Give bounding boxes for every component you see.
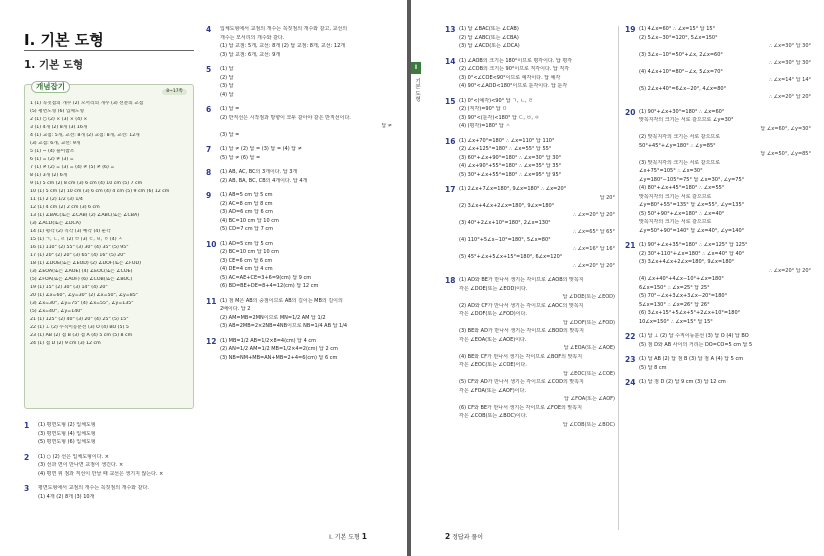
concept-answer-line: 14 (1) 평각 (2) 직각 (3) 예각 (4) 둔각	[30, 229, 111, 234]
solution-line: (2) 3∠x+4∠x+2∠x=180°, 9∠x=180°	[459, 203, 555, 209]
chapter-title: I. 기본 도형	[24, 31, 104, 49]
solution-line: (1) 4개 (2) 8개 (3) 10개	[38, 493, 95, 500]
concept-answer-line: 17 (1) 20° (2) 20° (3) 65° (4) 16° (5) 20°	[30, 253, 126, 258]
problem-number: 19	[625, 25, 636, 34]
solution-line: (4) (평각)=180° 답 ㅅ	[459, 123, 511, 129]
concept-box-page-tag: 8~17쪽	[162, 89, 187, 95]
solution-line: (4) BE와 CF가 만나서 생기는 각이므로 ∠BOF의 맞꼭지	[459, 353, 583, 360]
solution-line: 각은 ∠EOA(또는 ∠AOE)이다.	[459, 336, 527, 343]
problem-19	[625, 26, 811, 103]
solution-line: (3) 선과 면이 만나면 교점이 생긴다. ×	[38, 462, 124, 468]
solution-line: (4) ∠x+90°+55°=180° ∴ ∠x=35° 답 35°	[459, 163, 562, 169]
solution-line: (2) AB, BA, BC, CB의 4개이다. 답 4개	[220, 177, 308, 184]
concept-answer-line: 21 (1) 125° (2) 40° (3) 20° (4) 25° (5) 15°	[30, 317, 129, 322]
right-page	[411, 0, 824, 556]
right-column-2	[625, 26, 811, 394]
left-column-2	[206, 26, 392, 369]
column-divider	[618, 26, 619, 530]
solution-line: (1) 답	[220, 66, 234, 72]
solution-line: (5) AC=AE+CE=3+6=9(cm) 답 9 cm	[220, 274, 312, 281]
problem-number: 20	[625, 107, 636, 117]
concept-answer-line: (3) ∠EOA(또는 ∠AOE) (4) ∠EOC(또는 ∠COE)	[30, 269, 133, 274]
solution-line: (1) AD와 BE가 만나서 생기는 각이므로 ∠AOB의 맞꼭지	[459, 277, 584, 283]
problem-23	[625, 356, 811, 373]
solution-line: (2) (직각)=90° 답 ㅁ	[459, 106, 508, 112]
problem-number: 5	[206, 65, 212, 74]
concept-answer-line: 16 (1) 110° (2) 55° (3) 30° (4) 35° (5) 95°	[30, 245, 129, 250]
concept-answer-line: 20 (1) ∠x=60°, ∠y=30° (2) ∠x=50°, ∠y=85°	[30, 293, 139, 298]
solution-line: (2) AN=1/2 AM=1/2 MB=1/2×4=2(cm) 답 2 cm	[220, 346, 338, 352]
problem-number: 24	[625, 378, 636, 387]
solution-line: (2) ∠COB의 크기는 90°이므로 직각이다. 답 직각	[459, 66, 570, 72]
solution-line: 각은 ∠DOF(또는 ∠FOD)이다.	[459, 311, 527, 317]
solution-line: (1) 답 교점: 5개, 교선: 8개 (2) 답 교점: 8개, 교선: 12개	[220, 43, 346, 49]
problem-number: 2	[24, 452, 30, 462]
problem-number: 21	[625, 241, 636, 250]
problem-11	[206, 298, 392, 332]
problem-15	[445, 98, 615, 132]
concept-answer-line: 4 (1) 교점: 5개, 교선: 8개 (2) 교점: 8개, 교선: 12개	[30, 133, 140, 138]
solution-line: (3) 0°<∠COE<90°이므로 예각이다. 답 예각	[459, 74, 561, 81]
left-footer	[329, 532, 367, 542]
concept-answer-line: 13 (1) ∠BAC(또는 ∠CAB) (2) ∠ABC(또는 ∠CBA)	[30, 213, 140, 218]
solution-line: (3) 답 ∠ACD(또는 ∠DCA)	[459, 43, 520, 49]
concept-answer-line: 5 (1) ~ (4) 풀이참조	[30, 149, 75, 154]
solution-line: (1) 90°+∠x+30°=180° ∴ ∠x=60°	[639, 108, 725, 115]
problem-13	[445, 26, 615, 52]
concept-answer-line: 24 (1) 점 D (2) 9 cm (3) 12 cm	[30, 341, 101, 346]
problem-number: 22	[625, 332, 636, 341]
solution-line: (3) 답 =	[220, 131, 240, 138]
solution-line: (2) 30°+110°+∠x=180° ∴ ∠x=40° 답 40°	[639, 250, 745, 257]
solution-line: ∠y=50°+90°=140° 답 ∠x=40°, ∠y=140°	[639, 227, 745, 234]
concept-answer-line: 12 (1) 4 cm (2) 2 cm (3) 6 cm	[30, 205, 100, 210]
solution-line: 답 20°	[599, 194, 615, 201]
problem-number: 16	[445, 136, 456, 146]
right-footer	[445, 532, 483, 542]
solution-line: (4) 4∠x+10°=80°−∠x, 5∠x=70°	[639, 68, 723, 75]
problem-10	[206, 241, 392, 292]
solution-line: (3) 3∠x−10°=50°+∠x, 2∠x=60°	[639, 51, 723, 58]
solution-line: 50°+45°+∠y=180° ∴ ∠y=85°	[639, 142, 716, 149]
solution-line: (4) ∠x+40°+4∠x−10°+∠x=180°	[639, 276, 724, 282]
solution-line: ∴ ∠x=20° 답 20°	[768, 267, 811, 274]
concept-answer-line: (5) ∠FOA(또는 ∠AOF) (6) ∠COB(또는 ∠BOC)	[30, 277, 133, 282]
solution-line: (3) 90°<(둔각)<180° 답 ㄷ, ㅂ, ㅇ	[459, 114, 540, 121]
problem-number: 10	[206, 239, 217, 249]
concept-box-lines	[30, 101, 189, 349]
solution-line: (5) 점 D와 AB 사이의 거리는 DO=CO=5 cm 답 5	[639, 341, 753, 348]
concept-answer-line: 2 (1) ○ (2) × (3) × (4) ×	[30, 117, 88, 122]
solution-line: (2) BC=10 cm 답 10 cm	[220, 249, 279, 255]
solution-line: (2) 5∠x−30°=120°, 5∠x=150°	[639, 34, 718, 41]
problem-17	[445, 186, 615, 271]
problem-24	[625, 379, 811, 388]
solution-line: (5) CD=7 cm 답 7 cm	[220, 226, 273, 232]
solution-line: 평면도형에서 교점의 개수는 꼭짓점의 개수와 같다.	[38, 485, 149, 491]
left-footer-label: I. 기본 도형	[329, 533, 360, 541]
solution-line: ∠x+75°=105° ∴ ∠x=30°	[639, 168, 703, 174]
problem-number: 11	[206, 296, 217, 306]
concept-answer-line: (5) 평면도형 (6) 입체도형	[30, 109, 84, 114]
problem-7	[206, 146, 392, 163]
solution-line: ∴ ∠x=20° 답 20°	[572, 211, 615, 218]
problem-18	[445, 277, 615, 430]
problem-number: 23	[625, 355, 636, 364]
solution-line: (1) 평면도형 (2) 입체도형	[38, 422, 96, 428]
solution-line: (5) 70°−∠x+3∠x+3∠x−20°=180°	[639, 293, 728, 299]
chapter-rule	[24, 50, 194, 51]
problem-number: 8	[206, 168, 212, 177]
solution-line: (4) 80°+∠x+45°=180° ∴ ∠x=55°	[639, 185, 725, 191]
solution-line: (5) 50°+90°+∠x=180° ∴ ∠x=40°	[639, 210, 725, 217]
problem-14	[445, 58, 615, 92]
solution-line: 5∠x=130° ∴ ∠x=26° 답 26°	[639, 301, 710, 308]
solution-line: (5) 30°+∠x+55°=180° ∴ ∠x=95° 답 95°	[459, 171, 562, 178]
solution-line: (3) 평면도형 (4) 입체도형	[38, 430, 96, 437]
solution-line: ∴ ∠x=30° 답 30°	[768, 43, 811, 49]
solution-line: 답 ∠FOA(또는 ∠AOF)	[564, 396, 615, 402]
solution-line: 답 ≠	[381, 123, 392, 129]
solution-line: 답 ∠DOE(또는 ∠EOD)	[562, 294, 615, 300]
solution-line: (6) CF와 BE가 만나서 생기는 각이므로 ∠FOE의 맞꼭지	[459, 404, 582, 411]
solution-line: (3) 40°+2∠x+10°=180°, 2∠x=130°	[459, 220, 551, 226]
problem-number: 15	[445, 96, 456, 106]
solution-line: (5) 평면도형 (6) 입체도형	[38, 439, 96, 445]
solution-line: 각은 ∠DOE(또는 ∠EOD)이다.	[459, 285, 528, 292]
solution-line: (4) 평면 위 점과 직선이 만날 때 교선은 생기지 않는다. ×	[38, 470, 164, 477]
solution-line: (1) 4∠x=60° ∴ ∠x=15° 답 15°	[639, 26, 716, 32]
solution-line: (3) CE=6 cm 답 6 cm	[220, 257, 273, 264]
solution-line: (2) AD와 CF가 만나서 생기는 각이므로 ∠AOC의 맞꼭지	[459, 302, 584, 309]
solution-line: (6) 3∠x+15°+5∠x+5°+2∠x+10°=180°	[639, 310, 741, 316]
solution-line: (1) 답 점 D (2) 답 9 cm (3) 답 12 cm	[639, 379, 726, 385]
solution-line: ∠y=180°−105°=75° 답 ∠x=30°, ∠y=75°	[639, 176, 745, 183]
concept-answer-line: (3) 교점: 6개, 교선: 9개	[30, 141, 81, 146]
left-page-number: 1	[361, 531, 367, 541]
solution-line: 답 ∠COB(또는 ∠BOC)	[562, 421, 615, 428]
concept-answer-line: 3 (1) 4개 (2) 8개 (3) 16개	[30, 125, 88, 130]
concept-answer-line: 1 (1) 꼭짓점의 개수 (2) 모서리의 개수 (3) 선분의 교점	[30, 101, 144, 106]
solution-line: ∴ ∠x=16° 답 16°	[572, 245, 615, 252]
solution-line: 답 ∠DOF(또는 ∠FOD)	[563, 319, 615, 326]
solution-line: 맞꼭지각의 크기는 서로 같으므로	[639, 193, 712, 200]
left-page	[0, 0, 407, 556]
problem-20	[625, 109, 811, 237]
concept-answer-line: 19 (1) 15° (2) 30° (3) 14° (4) 20°	[30, 285, 108, 290]
solution-line: (2) ∠x+125°=180° ∴ ∠x=55° 답 55°	[459, 146, 552, 152]
right-column-1	[445, 26, 615, 436]
right-page-number: 2	[445, 531, 451, 541]
solution-line: ∴ ∠x=30° 답 30°	[768, 60, 811, 66]
concept-answer-line: 11 (1) 2 (2) 1/2 (3) 1/4	[30, 197, 83, 202]
problem-12	[206, 338, 392, 364]
solution-line: ∴ ∠x=20° 답 20°	[768, 94, 811, 100]
solution-line: (2) 답	[220, 74, 234, 81]
solution-line: (4) 110°+5∠x−10°=180°, 5∠x=80°	[459, 237, 551, 243]
solution-line: 맞꼭지각의 크기는 서로 같으므로	[639, 219, 712, 225]
solution-line: (1) 90°+∠x+35°=180° ∴ ∠x=125° 답 125°	[639, 242, 748, 248]
solution-line: (4) DE=4 cm 답 4 cm	[220, 266, 273, 272]
solution-line: (3) BE와 AD가 만나서 생기는 각이므로 ∠BOD의 맞꼭지	[459, 328, 584, 334]
solution-line: (4) 90°<∠AOD<180°이므로 둔각이다. 답 둔각	[459, 83, 568, 89]
problem-number: 4	[206, 25, 212, 34]
problem-4	[206, 26, 392, 60]
concept-answer-line: (5) ∠x=40°, ∠y=140°	[30, 309, 83, 314]
solution-line: 10∠x=150° ∴ ∠x=15° 답 15°	[639, 318, 713, 325]
solution-line: (3) 답	[220, 83, 234, 89]
solution-line: ∠y=80°+55°=135° 답 ∠x=55°, ∠y=135°	[639, 202, 745, 208]
concept-answer-line: (3) ∠ACD(또는 ∠DCA)	[30, 221, 81, 226]
solution-line: (3) 60°+∠x+90°=180° ∴ ∠x=30° 답 30°	[459, 154, 562, 161]
solution-line: 답 ∠EOC(또는 ∠COE)	[563, 370, 615, 377]
problem-16	[445, 138, 615, 181]
solution-line: (1) AB, AC, BC의 3개이다. 답 3개	[220, 169, 298, 175]
solution-line: (1) ∠AOB의 크기는 180°이므로 평각이다. 답 평각	[459, 57, 573, 64]
problem-number: 14	[445, 56, 456, 66]
problem-5	[206, 66, 392, 100]
solution-line: (6) BD=BE+DE=8+4=12(cm) 답 12 cm	[220, 283, 319, 289]
concept-answer-line: 22 (1) ⊥ (2) 수직이등분선 (3) O (4) BO (5) 5	[30, 325, 129, 330]
problem-number: 6	[206, 105, 212, 114]
solution-line: 개수는 모서리의 개수와 같다.	[220, 34, 285, 41]
solution-line: 2배이다. 답 2	[220, 306, 251, 312]
solution-line: 답 ∠x=50°, ∠y=85°	[760, 151, 811, 157]
side-tab-label: 기본 도형	[414, 78, 420, 102]
solution-line: (1) 답 ≠ (2) 답 = (3) 답 = (4) 답 ≠	[220, 146, 302, 152]
solution-line: (3) AD=6 cm 답 6 cm	[220, 209, 273, 215]
solution-line: (2) AM=MB=2MN이므로 MN=1/2 AM 답 1/2	[220, 314, 326, 321]
solution-line: (2) 답 ∠ABC(또는 ∠CBA)	[459, 34, 519, 41]
concept-answer-line: 6 (1) = (2) ≠ (3) =	[30, 157, 74, 162]
solution-line: 답 ∠x=60°, ∠y=30°	[760, 125, 811, 132]
problem-6	[206, 106, 392, 140]
concept-answer-line: 9 (1) 5 cm (2) 8 cm (3) 6 cm (4) 10 cm (5) 7 cm	[30, 181, 143, 186]
solution-line: ∴ ∠x=65° 답 65°	[572, 228, 615, 235]
solution-line: ∴ ∠x=14° 답 14°	[768, 77, 811, 83]
problem-1	[24, 422, 196, 448]
solution-line: (1) 0°<(예각)<90° 답 ㄱ, ㄴ, ㄹ	[459, 97, 534, 104]
solution-line: (1) 답 AB (2) 답 점 B (3) 답 점 A (4) 답 5 cm	[639, 356, 744, 362]
solution-line: (1) AD=5 cm 답 5 cm	[220, 240, 273, 247]
concept-answer-line: 23 (1) AB (2) 점 B (3) 점 A (4) 5 cm (5) 8 cm	[30, 333, 133, 338]
solution-line: (1) 답 =	[220, 106, 240, 112]
solution-line: (3) 3∠x+4∠x+2∠x=180°, 9∠x=180°	[639, 259, 735, 265]
solution-line: (1) 점 M은 AB의 중점이므로 AB의 길이는 MB의 길이의	[220, 297, 343, 304]
problem-21	[625, 242, 811, 327]
problem-number: 3	[24, 484, 30, 493]
solution-line: 맞꼭지각의 크기는 서로 같으므로 ∠y=30°	[639, 117, 734, 123]
problem-8	[206, 169, 392, 186]
concept-answer-line: 7 (1) ≠ (2) = (3) = (4) ≠ (5) ≠ (6) =	[30, 165, 115, 170]
side-tab-number: I	[411, 62, 421, 74]
solution-line: (1) AB=5 cm 답 5 cm	[220, 192, 273, 198]
solution-line: (5) CF와 AD가 만나서 생기는 각이므로 ∠COD의 맞꼭지	[459, 379, 584, 385]
problem-number: 17	[445, 185, 456, 194]
concept-box-header: 개념잡기	[31, 81, 70, 93]
solution-line: 입체도형에서 교점의 개수는 꼭짓점의 개수와 같고, 교선의	[220, 26, 348, 32]
concept-answer-line: 10 (1) 5 cm (2) 10 cm (3) 6 cm (4) 4 cm (5) 9 cm (6) 12 cm	[30, 189, 170, 194]
solution-line: 답 ∠EOA(또는 ∠AOE)	[563, 345, 615, 351]
concept-answer-line: 8 (1) 3개 (2) 6개	[30, 173, 68, 178]
problem-22	[625, 333, 811, 350]
solution-line: 각은 ∠EOC(또는 ∠COE)이다.	[459, 362, 527, 368]
concept-answer-line: 15 (1) ㄱ, ㄴ, ㄹ (2) ㅁ (3) ㄷ, ㅂ, ㅇ (4) ㅅ	[30, 237, 123, 242]
solution-line: (1) 답 ⊥ (2) 답 수직이등분선 (3) 답 O (4) 답 BO	[639, 333, 749, 339]
solution-line: (3) 맞꼭지각의 크기는 서로 같으므로	[639, 159, 721, 166]
concept-box	[24, 84, 194, 409]
problem-9	[206, 192, 392, 235]
section-title: 1. 기본 도형	[24, 59, 84, 71]
problem-number: 9	[206, 191, 212, 200]
problem-3	[24, 485, 196, 502]
solution-line: 각은 ∠COB(또는 ∠BOC)이다.	[459, 413, 528, 419]
solution-line: (5) 답 ≠ (6) 답 =	[220, 154, 261, 161]
solution-line: (5) 45°+∠x+5∠x+15°=180°, 6∠x=120°	[459, 254, 563, 260]
concept-answer-line: (3) ∠x=30°, ∠y=75° (4) ∠x=55°, ∠y=135°	[30, 301, 134, 306]
solution-line: (2) 반직선은 시작점과 방향이 모두 같아야 같은 반직선이다.	[220, 114, 351, 121]
solution-line: (1) 2∠x+7∠x=180°, 9∠x=180° ∴ ∠x=20°	[459, 186, 567, 192]
solution-line: (1) ∠x+70°=180° ∴ ∠x=110° 답 110°	[459, 137, 555, 144]
solution-line: ∴ ∠x=20° 답 20°	[572, 262, 615, 269]
concept-answer-line: 18 (1) ∠DOE(또는 ∠EOD) (2) ∠DOF(또는 ∠FOD)	[30, 261, 141, 266]
solution-line: (2) AC=8 cm 답 8 cm	[220, 200, 273, 207]
problem-2	[24, 454, 196, 480]
solution-line: (4) BC=10 cm 답 10 cm	[220, 217, 279, 224]
solution-line: (5) 2∠x+40°=6∠x−20°, 4∠x=80°	[639, 85, 727, 92]
problem-number: 1	[24, 421, 30, 430]
solution-line: (1) ○ (2) 선은 입체도형이다. ×	[38, 453, 109, 460]
solution-line: (2) 맞꼭지각의 크기는 서로 같으므로	[639, 134, 721, 140]
solution-line: (1) MB=1/2 AB=1/2×8=4(cm) 답 4 cm	[220, 337, 316, 344]
problem-number: 12	[206, 336, 217, 346]
left-column-1	[24, 422, 196, 508]
solution-line: 6∠x=150° ∴ ∠x=25° 답 25°	[639, 284, 710, 291]
problem-number: 7	[206, 145, 212, 154]
solution-line: (5) 답 8 cm	[639, 364, 667, 371]
solution-line: (3) AB=2MB=2×2NB=4NB이므로 NB=1/4 AB 답 1/4	[220, 323, 348, 329]
right-footer-label: 정답과 풀이	[452, 533, 484, 541]
solution-line: (4) 답	[220, 91, 234, 98]
problem-number: 18	[445, 276, 456, 285]
problem-number: 13	[445, 25, 456, 34]
solution-line: (3) NB=NM+MB=AN+MB=2+4=6(cm) 답 6 cm	[220, 354, 338, 361]
solution-line: (3) 답 교점: 6개, 교선: 9개	[220, 51, 281, 58]
solution-line: 각은 ∠FOA(또는 ∠AOF)이다.	[459, 387, 526, 394]
solution-line: (1) 답 ∠BAC(또는 ∠CAB)	[459, 26, 519, 32]
